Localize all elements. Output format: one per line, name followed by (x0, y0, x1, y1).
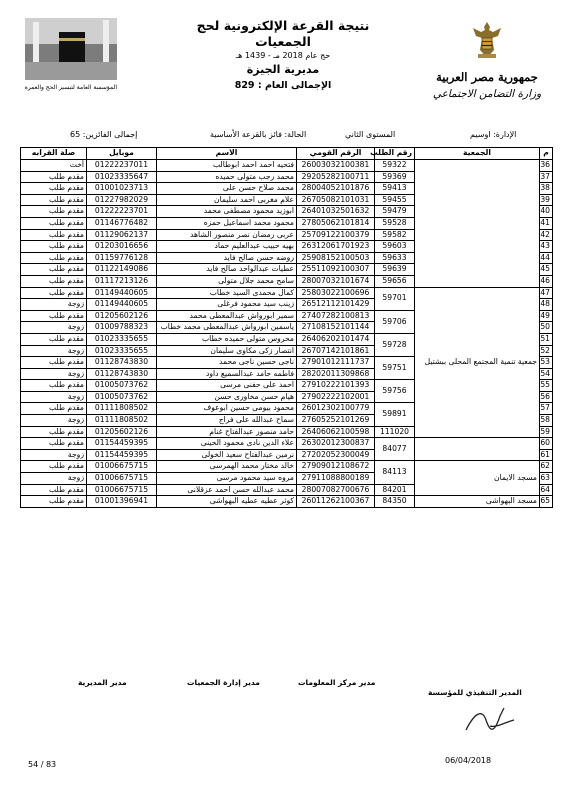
mobile-number: 01222223701 (87, 206, 157, 218)
foundation-logo (25, 18, 117, 98)
person-name: سامح محمد جلال متولى (157, 275, 297, 287)
request-number: 59369 (375, 171, 415, 183)
row-index: 48 (540, 299, 553, 311)
row-index: 57 (540, 403, 553, 415)
mobile-number: 01006675715 (87, 473, 157, 485)
mobile-number: 01129062137 (87, 229, 157, 241)
person-name: علاء الدين نادى محمود الحينى (157, 438, 297, 450)
association-name: مسجد الايمان (415, 461, 540, 496)
person-name: ياسمين ابورواش عبدالمعطى محمد خطاب (157, 322, 297, 334)
table-row (21, 287, 553, 299)
results-table (20, 147, 553, 508)
person-name: حامد منصور عبدالفتاح غنام (157, 426, 297, 438)
person-name: عربى رمضان نصر منصور الشاهد (157, 229, 297, 241)
request-number: 84077 (375, 438, 415, 461)
national-id: 26705082101031 (297, 194, 375, 206)
mobile-number: 01117213126 (87, 275, 157, 287)
request-number: 59582 (375, 229, 415, 241)
relation: مقدم طلب (21, 183, 87, 195)
relation: مقدم طلب (21, 241, 87, 253)
relation: مقدم طلب (21, 287, 87, 299)
row-index: 43 (540, 241, 553, 253)
person-name: فاطمه حامد عبدالسميع داود (157, 368, 297, 380)
ministry-name: وزارة التضامن الاجتماعي (432, 88, 542, 100)
row-index: 46 (540, 275, 553, 287)
request-number: 59751 (375, 357, 415, 380)
header-national-id: الرقم القومي (297, 148, 375, 160)
relation: مقدم طلب (21, 461, 87, 473)
mobile-number: 01023335647 (87, 171, 157, 183)
request-number: 59656 (375, 275, 415, 287)
signature-associations-admin: مدير إدارة الجمعيات (187, 678, 260, 687)
header-association: الجمعية (415, 148, 540, 160)
document-title: نتيجة القرعة الإلكترونية لحج الجمعيات (196, 18, 370, 49)
national-id: 27605252101269 (297, 415, 375, 427)
request-number: 84350 (375, 496, 415, 508)
national-id: 27805062101814 (297, 217, 375, 229)
relation: زوجة (21, 415, 87, 427)
mobile-number: 01154459395 (87, 449, 157, 461)
row-index: 42 (540, 229, 553, 241)
relation: مقدم طلب (21, 438, 87, 450)
person-name: محمود بيومى حسين ابوعوف (157, 403, 297, 415)
info-winners: إجمالى الفائزين: 65 (70, 130, 138, 139)
person-name: محمد رجب متولى حميده (157, 171, 297, 183)
row-index: 62 (540, 461, 553, 473)
national-id: 25908152100503 (297, 252, 375, 264)
row-index: 39 (540, 194, 553, 206)
print-date: 06/04/2018 (445, 756, 492, 765)
national-id: 27911088800189 (297, 473, 375, 485)
national-id: 26003032100381 (297, 160, 375, 172)
person-name: خالد مختار محمد الهمرسى (157, 461, 297, 473)
association-name (415, 160, 540, 288)
person-name: عطيات عبدالواحد صالح فايد (157, 264, 297, 276)
row-index: 41 (540, 217, 553, 229)
mobile-number: 01222237011 (87, 160, 157, 172)
relation: زوجة (21, 368, 87, 380)
header-mobile: موبايل (87, 148, 157, 160)
relation: مقدم طلب (21, 403, 87, 415)
relation: أخت (21, 160, 87, 172)
mobile-number: 01006675715 (87, 461, 157, 473)
mobile-number: 01023335655 (87, 345, 157, 357)
relation: مقدم طلب (21, 380, 87, 392)
row-index: 53 (540, 357, 553, 369)
mobile-number: 01146776482 (87, 217, 157, 229)
row-index: 59 (540, 426, 553, 438)
person-name: علام مغربى احمد سليمان (157, 194, 297, 206)
relation: زوجة (21, 299, 87, 311)
request-number: 59528 (375, 217, 415, 229)
signature-info-center: مدير مركز المعلومات (298, 678, 376, 687)
relation: مقدم طلب (21, 275, 87, 287)
person-name: محروس متولى حميده خطاب (157, 333, 297, 345)
mobile-number: 01154459395 (87, 438, 157, 450)
request-number: 59413 (375, 183, 415, 195)
person-name: محمد عبدالله حسن احمد عزقلانى (157, 484, 297, 496)
mobile-number: 01005073762 (87, 380, 157, 392)
national-id: 26512112101429 (297, 299, 375, 311)
national-id: 28004052101876 (297, 183, 375, 195)
mobile-number: 01122149086 (87, 264, 157, 276)
request-number: 59639 (375, 264, 415, 276)
relation: مقدم طلب (21, 333, 87, 345)
hajj-season: حج عام 2018 مـ - 1439 هـ (235, 51, 331, 60)
person-name: محمد صلاح حسن على (157, 183, 297, 195)
person-name: بهيه حبيب عبدالعليم حماد (157, 241, 297, 253)
mobile-number: 01023335655 (87, 333, 157, 345)
mobile-number: 01006675715 (87, 484, 157, 496)
person-name: زينب سيد محمود فرغلى (157, 299, 297, 311)
row-index: 40 (540, 206, 553, 218)
request-number: 59603 (375, 241, 415, 253)
request-number: 84201 (375, 484, 415, 496)
person-name: ناجى حسين ناجى محمد (157, 357, 297, 369)
person-name: سماح عبدالله على فراج (157, 415, 297, 427)
relation: مقدم طلب (21, 252, 87, 264)
mobile-number: 01149440605 (87, 287, 157, 299)
person-name: فتحيه احمد احمد ابوطالب (157, 160, 297, 172)
row-index: 58 (540, 415, 553, 427)
relation: مقدم طلب (21, 194, 87, 206)
header-relation: صلة القرابه (21, 148, 87, 160)
request-number: 59322 (375, 160, 415, 172)
document-header (170, 18, 396, 93)
signature-directorate: مدير المديرية (78, 678, 127, 687)
request-number: 59479 (375, 206, 415, 218)
relation: مقدم طلب (21, 229, 87, 241)
mobile-number: 01111808502 (87, 403, 157, 415)
relation: زوجة (21, 449, 87, 461)
relation: مقدم طلب (21, 206, 87, 218)
mobile-number: 01159776128 (87, 252, 157, 264)
mobile-number: 01001396941 (87, 496, 157, 508)
national-id: 28202011309868 (297, 368, 375, 380)
row-index: 47 (540, 287, 553, 299)
person-name: نرمين عبدالفتاح سعيد الخولى (157, 449, 297, 461)
header-name: الاسم (157, 148, 297, 160)
person-name: هيام حسن مخاورى حسن (157, 391, 297, 403)
row-index: 64 (540, 484, 553, 496)
header-request-number: رقم الطلب (375, 148, 415, 160)
relation: مقدم طلب (21, 357, 87, 369)
national-id: 29205282100711 (297, 171, 375, 183)
person-name: ابوزيد محمود مصطفى محمد (157, 206, 297, 218)
relation: مقدم طلب (21, 264, 87, 276)
mobile-number: 01203016656 (87, 241, 157, 253)
national-id: 26312061701923 (297, 241, 375, 253)
header-index: م (540, 148, 553, 160)
person-name: احمد على حفنى مرسى (157, 380, 297, 392)
request-number: 59728 (375, 333, 415, 356)
grand-total: الإجمالى العام : 829 (234, 80, 332, 91)
national-id: 27202052300049 (297, 449, 375, 461)
relation: مقدم طلب (21, 484, 87, 496)
foundation-caption: المؤسسة العامة لتيسير الحج والعمرة (24, 84, 117, 91)
mobile-number: 01128743830 (87, 368, 157, 380)
national-id: 27909012108672 (297, 461, 375, 473)
mobile-number: 01227982029 (87, 194, 157, 206)
relation: زوجة (21, 391, 87, 403)
request-number: 59891 (375, 403, 415, 426)
national-id: 26707142101861 (297, 345, 375, 357)
row-index: 49 (540, 310, 553, 322)
request-number: 59701 (375, 287, 415, 310)
row-index: 44 (540, 252, 553, 264)
row-index: 51 (540, 333, 553, 345)
mobile-number: 01001023713 (87, 183, 157, 195)
national-id: 25803022100696 (297, 287, 375, 299)
page-number: 54 / 83 (28, 760, 57, 769)
request-number: 59633 (375, 252, 415, 264)
row-index: 54 (540, 368, 553, 380)
table-row (21, 461, 553, 473)
directorate-name: مديرية الجيزة (246, 63, 320, 76)
national-id: 27407282100813 (297, 310, 375, 322)
request-number: 84113 (375, 461, 415, 484)
request-number: 59756 (375, 380, 415, 403)
national-id: 26406202101474 (297, 333, 375, 345)
ministry-logo (432, 20, 542, 105)
association-name: جمعية تنمية المجتمع المحلى ببشتيل (415, 287, 540, 438)
person-name: مروه سيد محمود مرسى (157, 473, 297, 485)
info-level: المستوى الثاني (345, 130, 396, 139)
table-row (21, 496, 553, 508)
row-index: 55 (540, 380, 553, 392)
national-id: 27902222102001 (297, 391, 375, 403)
national-id: 25709122100379 (297, 229, 375, 241)
eagle-emblem-icon (470, 20, 504, 60)
association-name (415, 438, 540, 461)
national-id: 26011262100367 (297, 496, 375, 508)
info-status: الحالة: فائز بالقرعة الأساسية (210, 130, 307, 139)
mobile-number: 01009788323 (87, 322, 157, 334)
person-name: كمال محمدى السيد خطاب (157, 287, 297, 299)
mobile-number: 01005073762 (87, 391, 157, 403)
national-id: 27108152101144 (297, 322, 375, 334)
mobile-number: 01205602126 (87, 310, 157, 322)
row-index: 36 (540, 160, 553, 172)
person-name: روضه حسن صالح فايد (157, 252, 297, 264)
row-index: 60 (540, 438, 553, 450)
kaaba-image (25, 18, 117, 80)
request-number: 59455 (375, 194, 415, 206)
row-index: 56 (540, 391, 553, 403)
ministry-country: جمهورية مصر العربية (436, 70, 538, 84)
request-number: 111020 (375, 426, 415, 438)
person-name: كوثر عطيه عطيه البهواشى (157, 496, 297, 508)
national-id: 28007082700676 (297, 484, 375, 496)
row-index: 38 (540, 183, 553, 195)
association-name: مسجد البهواشى (415, 496, 540, 508)
row-index: 63 (540, 473, 553, 485)
table-row (21, 160, 553, 172)
relation: زوجة (21, 345, 87, 357)
national-id: 25511092100307 (297, 264, 375, 276)
person-name: سمير ابورواش عبدالمعطى محمد (157, 310, 297, 322)
mobile-number: 01149440605 (87, 299, 157, 311)
info-admin: الإدارة: اوسيم (470, 130, 517, 139)
relation: مقدم طلب (21, 496, 87, 508)
table-row (21, 438, 553, 450)
mobile-number: 01205602126 (87, 426, 157, 438)
relation: مقدم طلب (21, 171, 87, 183)
national-id: 26302012300837 (297, 438, 375, 450)
request-number: 59706 (375, 310, 415, 333)
national-id: 27901012111737 (297, 357, 375, 369)
relation: مقدم طلب (21, 310, 87, 322)
row-index: 45 (540, 264, 553, 276)
signature-executive-director: المدير التنفيذي للمؤسسة (428, 688, 522, 697)
row-index: 50 (540, 322, 553, 334)
person-name: محمود محمد اسماعيل حمزه (157, 217, 297, 229)
row-index: 52 (540, 345, 553, 357)
national-id: 26401032501632 (297, 206, 375, 218)
mobile-number: 01111808502 (87, 415, 157, 427)
national-id: 26406062100598 (297, 426, 375, 438)
handwritten-signature (460, 700, 520, 740)
row-index: 37 (540, 171, 553, 183)
row-index: 65 (540, 496, 553, 508)
row-index: 61 (540, 449, 553, 461)
national-id: 28007032101674 (297, 275, 375, 287)
mobile-number: 01128743830 (87, 357, 157, 369)
relation: مقدم طلب (21, 426, 87, 438)
table-header-row (21, 148, 553, 160)
relation: مقدم طلب (21, 217, 87, 229)
relation: زوجة (21, 322, 87, 334)
national-id: 26012302100779 (297, 403, 375, 415)
person-name: انتصار زكى مكاوى سليمان (157, 345, 297, 357)
national-id: 27910222101393 (297, 380, 375, 392)
relation: زوجة (21, 473, 87, 485)
